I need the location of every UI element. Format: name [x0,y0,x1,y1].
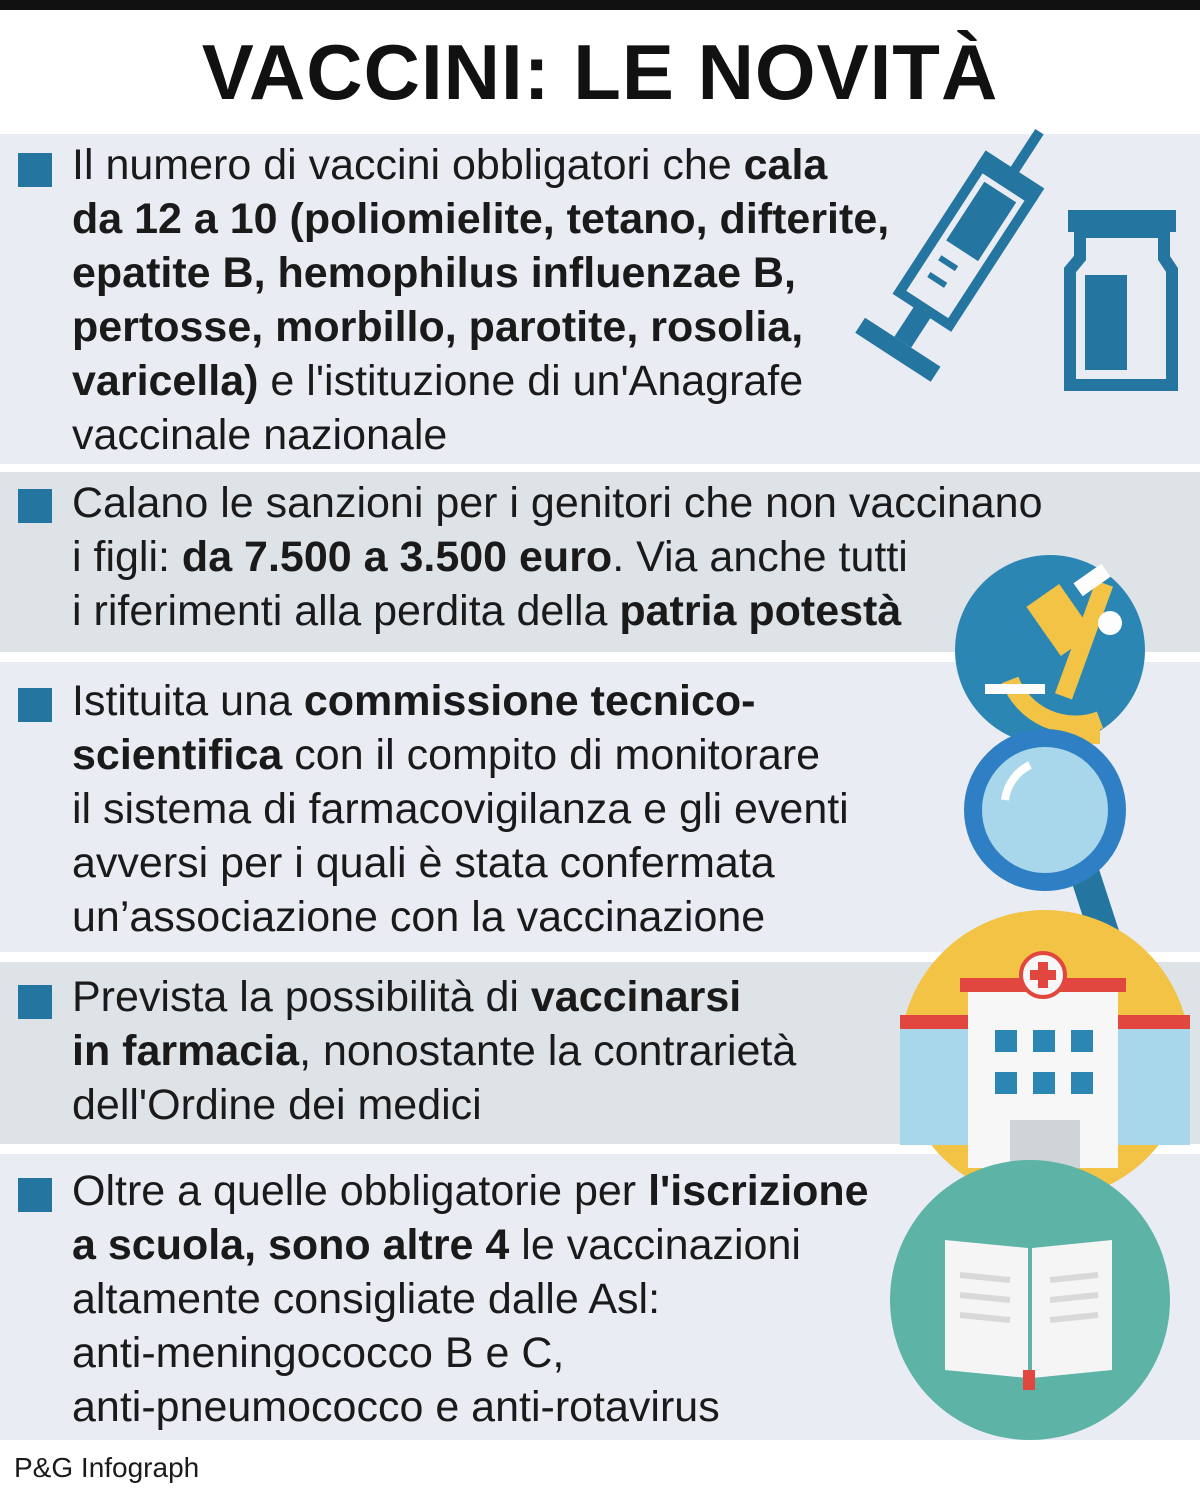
text-segment: Calano le sanzioni per i genitori che non vaccinano [72,479,1043,527]
text-segment: vaccinale nazionale [72,411,448,459]
bold-segment: l'iscrizione [648,1167,869,1215]
text-line [72,300,889,354]
text-segment: avversi per i quali è stata confermata [72,839,775,887]
text-line [72,584,1043,638]
text-segment: dell'Ordine dei medici [72,1081,482,1129]
bold-segment: pertosse, morbillo, parotite, rosolia, [72,303,804,351]
text-segment: anti-meningococco B e C, [72,1329,565,1377]
text-segment: . Via anche tutti [612,533,908,581]
text-segment: Il numero di vaccini obbligatori che [72,141,744,189]
text-line [72,1024,796,1078]
text-segment: Istituita una [72,677,304,725]
text-line [72,1078,796,1132]
item-text-3 [72,674,849,944]
text-line [72,1218,869,1272]
text-line [72,1164,869,1218]
bullet-square [18,688,52,722]
text-line [72,674,849,728]
text-segment: Prevista la possibilità di [72,973,531,1021]
text-segment: anti-pneumococco e anti-rotavirus [72,1383,720,1431]
bullet-square [18,153,52,187]
bold-segment: patria potestà [619,587,902,635]
text-line [72,890,849,944]
text-segment: i figli: [72,533,182,581]
text-segment: i riferimenti alla perdita della [72,587,620,635]
item-text-4 [72,970,796,1132]
bullet-square [18,489,52,523]
bold-segment: in farmacia [72,1027,300,1075]
text-segment: le vaccinazioni [509,1221,801,1269]
bold-segment: commissione tecnico- [303,677,756,725]
text-line [72,530,1043,584]
text-line [72,1380,869,1434]
bullet-square [18,1178,52,1212]
text-segment: il sistema di farmacovigilanza e gli eventi [72,785,849,833]
text-line [72,836,849,890]
text-line [72,1272,869,1326]
text-line [72,782,849,836]
text-line [72,1326,869,1380]
text-line [72,192,889,246]
credit-label: P&G Infograph [14,1452,200,1483]
bold-segment: scientifica [72,731,283,779]
page-title: VACCINI: LE NOVITÀ [201,28,999,116]
text-line [72,970,796,1024]
text-segment: , nonostante la contrarietà [299,1027,797,1075]
bullet-square [18,985,52,1019]
text-segment: Oltre a quelle obbligatorie per [72,1167,649,1215]
bold-segment: varicella) [72,357,259,405]
item-text-2 [72,476,1043,638]
bold-segment: da 7.500 a 3.500 euro [181,533,613,581]
text-line [72,728,849,782]
top-rule [0,0,1200,10]
bold-segment: epatite B, hemophilus influenzae B, [72,249,796,297]
text-line [72,246,889,300]
bold-segment: vaccinarsi [530,973,742,1021]
bold-segment: a scuola, sono altre 4 [72,1221,510,1269]
item-text-5 [72,1164,869,1434]
text-line [72,354,889,408]
text-segment: un’associazione con la vaccinazione [72,893,766,941]
text-line [72,138,889,192]
text-segment: e l'istituzione di un'Anagrafe [258,357,804,405]
bold-segment: da 12 a 10 (poliomielite, tetano, difterite, [72,195,890,243]
item-text-1 [72,138,889,462]
text-line [72,476,1043,530]
text-segment: altamente consigliate dalle Asl: [72,1275,661,1323]
text-line [72,408,889,462]
text-segment: con il compito di monitorare [282,731,821,779]
bold-segment: cala [743,141,828,189]
